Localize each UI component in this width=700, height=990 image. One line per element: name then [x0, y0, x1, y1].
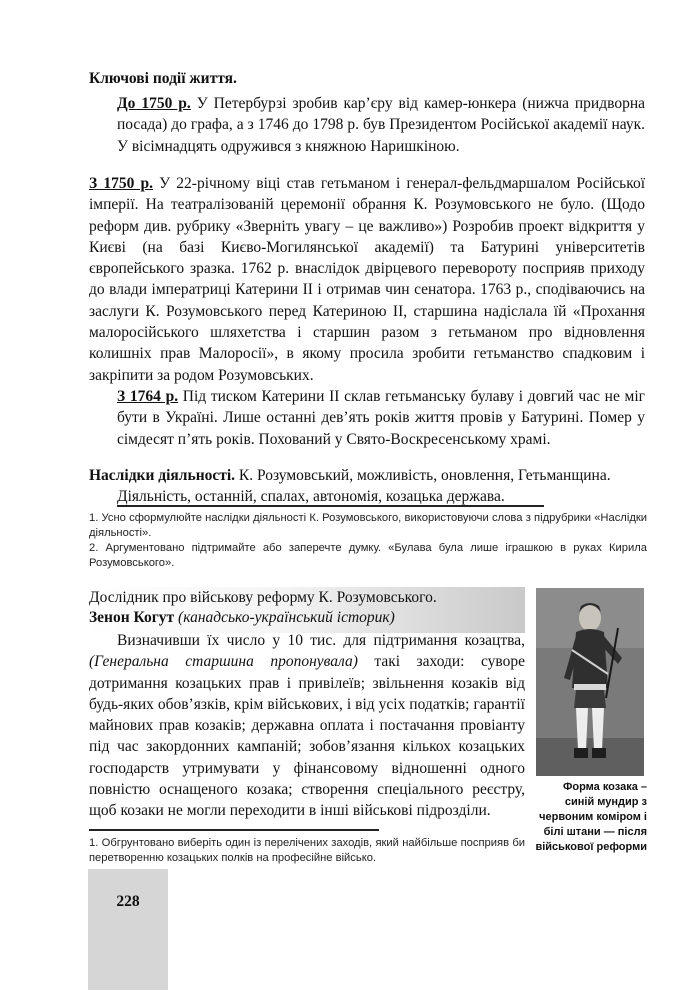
- source-heading: Дослідник про військову реформу К. Розумовського.: [89, 589, 437, 606]
- source-text-b: такі заходи: суворе дотримання козацьких прав і привілеїв; звільнення козаків від будь-яких обов’язків, крім військових, і від усіх податків; гарантії майнових прав козаків; державна оплата і постачання провіанту під час закордонних кампаній; зобов’язання кількох козацьких господарств утримувати у фінансовому відношенні одного повністю оснащеного козака; створення спеціального реєстру, щоб козаки не могли переходити в інші військові підрозділи.: [89, 653, 525, 820]
- task-3: 1. Обгрунтовано виберіть один із перелічених заходів, який найбільше посприяв би перетворенню козацьких полків на професійне військо.: [89, 837, 525, 864]
- event-2: [89, 173, 645, 386]
- results-line: [89, 465, 649, 486]
- author-name: Зенон Когут: [89, 609, 175, 626]
- task-1: 1. Усно сформулюйте наслідки діяльності К. Розумовського, використовуючи слова з підрубрики «Наслідки діяльності».: [89, 512, 647, 539]
- results-words-1: К. Розумовський, можливість, оновлення, Гетьманщина.: [235, 467, 611, 484]
- source-text: [89, 630, 525, 822]
- event-1-date: До 1750 р.: [117, 95, 191, 112]
- divider: [89, 829, 379, 831]
- event-3-date: З 1764 р.: [117, 388, 179, 405]
- cossack-portrait-image: [536, 588, 644, 776]
- divider: [117, 505, 544, 507]
- event-2-date: З 1750 р.: [89, 175, 153, 192]
- source-text-a: Визначивши їх число у 10 тис. для підтримання козацтва,: [117, 632, 525, 649]
- event-1-text: У Петербурзі зробив кар’єру від камер-юнкера (нижча придворна посада) до графа, а з 1746 до 1798 р. був Президентом Російської академії наук. У вісімнадцять одружився з княжною Наришкіною.: [117, 95, 645, 155]
- event-1: [117, 93, 645, 157]
- event-3: [117, 386, 645, 450]
- task-2: 2. Аргументовано підтримайте або заперечте думку. «Булава була лише іграшкою в руках Кирила Розумовського».: [89, 542, 647, 569]
- page-number-tab: [88, 869, 168, 990]
- page-number: 228: [116, 893, 140, 910]
- image-caption: Форма козака – синій мундир з червоним коміром і білі штани — після військової реформи: [535, 781, 647, 853]
- section-title: Ключові події життя.: [89, 70, 237, 87]
- results-words-2: Діяльність, останній, спалах, автономія, козацька держава.: [117, 488, 505, 505]
- event-3-text: Під тиском Катерини II склав гетьманську булаву і довгий час не міг бути в Україні. Лише останні дев’ять років життя провів у Батурині. Помер у сімдесят п’ять років. Похований у Свято-Воскресенському храмі.: [117, 388, 645, 448]
- event-2-text: У 22-річному віці став гетьманом і генерал-фельдмаршалом Російської імперії. На театралізованій церемонії обрання К. Розумовського не було. (Щодо реформ див. рубрику «Зверніть увагу – це важливо») Розробив проект відкриття у Києві (на базі Києво-Могилянської академії) та Батурині університетів європейського зразка. 1762 р. внаслідок двірцевого перевороту посприяв приходу до влади імператриці Катерини II і отримав чин сенатора. 1763 р., сподіваючись на заслуги К. Розумовського перед Катериною II, старшина надіслала їй «Прохання малоросійського шляхетства і старшин разом з гетьманом про відновлення колишніх прав Малоросії», в якому просила зробити гетьманство спадковим і закріпити за родом Розумовських.: [89, 175, 645, 384]
- source-author: [89, 609, 395, 627]
- results-title: Наслідки діяльності.: [89, 467, 236, 484]
- source-text-italic: (Генеральна старшина пропонувала): [89, 653, 358, 671]
- cossack-portrait-icon: [536, 588, 644, 776]
- author-role: (канадсько-український історик): [178, 609, 395, 626]
